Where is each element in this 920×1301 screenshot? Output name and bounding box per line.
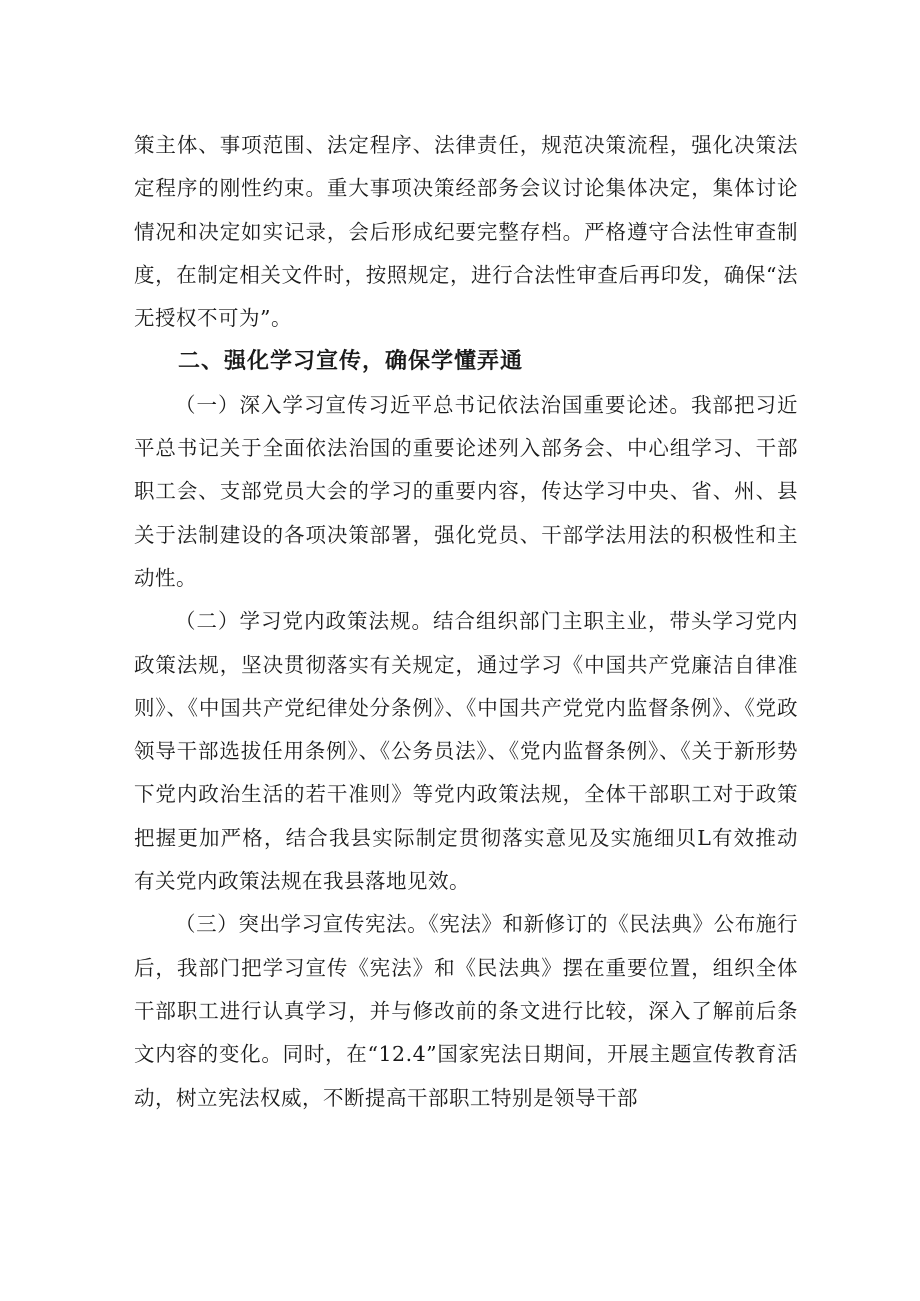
document-body: [134, 124, 798, 1120]
paragraph-continuation: 策主体、事项范围、法定程序、法律责任，规范决策流程，强化决策法定程序的刚性约束。重大事项决策经部务会议讨论集体决定，集体讨论情况和决定如实记录，会后形成纪要完整存档。严格遵守合法性审查制度，在制定相关文件时，按照规定，进行合法性审查后再印发，确保“法无授权不可为”。: [134, 133, 798, 331]
paragraph-constitution: （三）突出学习宣传宪法。《宪法》和新修订的《民法典》公布施行后，我部门把学习宣传《宪法》和《民法典》摆在重要位置，组织全体干部职工进行认真学习，并与修改前的条文进行比较，深入了解前后条文内容的变化。同时，在“12.4”国家宪法日期间，开展主题宣传教育活动，树立宪法权威，不断提高干部职工特别是领导干部: [134, 912, 798, 1110]
paragraph-party-regulations: （二）学习党内政策法规。结合组织部门主职主业，带头学习党内政策法规，坚决贯彻落实有关规定，通过学习《中国共产党廉洁自律准则》、《中国共产党纪律处分条例》、《中国共产党党内监督条例》、《党政领导干部选拔任用条例》、《公务员法》、《党内监督条例》、《关于新形势下党内政治生活的若干准则》等党内政策法规，全体干部职工对于政策把握更加严格，结合我县实际制定贯彻落实意见及实施细贝L有效推动有关党内政策法规在我县落地见效。: [134, 609, 798, 894]
section-heading: 二、强化学习宣传，确保学懂弄通: [178, 349, 524, 375]
paragraph-study-xi-remarks: （一）深入学习宣传习近平总书记依法治国重要论述。我部把习近平总书记关于全面依法治国的重要论述列入部务会、中心组学习、干部职工会、支部党员大会的学习的重要内容，传达学习中央、省、州、县关于法制建设的各项决策部署，强化党员、干部学法用法的积极性和主动性。: [134, 392, 798, 590]
